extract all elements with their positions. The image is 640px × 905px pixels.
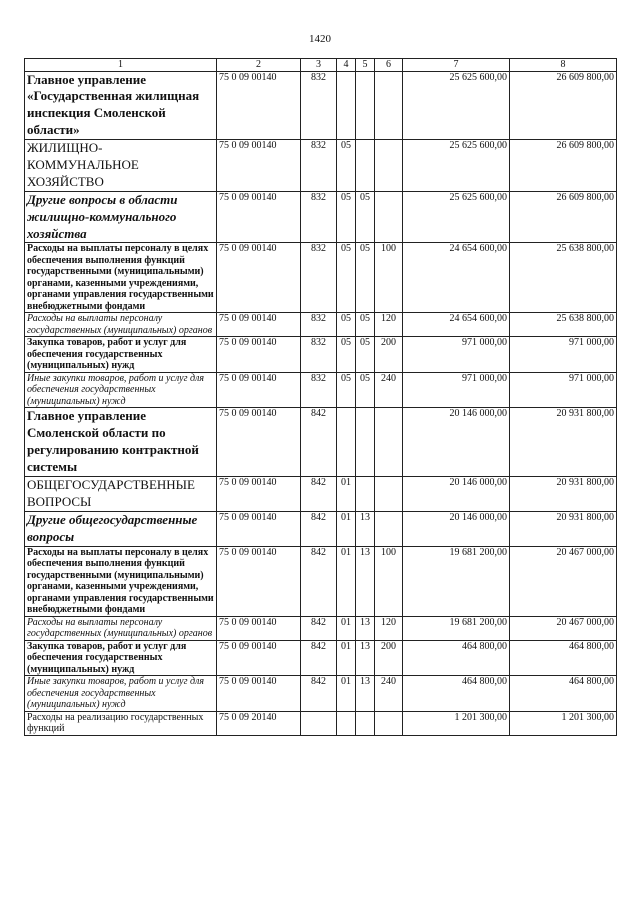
table-row (25, 476, 617, 511)
header-row (25, 59, 617, 72)
table-row (25, 71, 617, 140)
row-target-code: 75 0 09 00140 (217, 511, 301, 546)
row-target-code: 75 0 09 00140 (217, 476, 301, 511)
row-subsection: 05 (356, 337, 375, 373)
row-amount-year1: 19 681 200,00 (403, 616, 510, 640)
row-ministry-code: 842 (301, 476, 337, 511)
row-section: 05 (337, 313, 356, 337)
row-expense-type (375, 71, 403, 140)
row-expense-type: 100 (375, 243, 403, 313)
row-subsection: 13 (356, 511, 375, 546)
row-amount-year2: 26 609 800,00 (510, 71, 617, 140)
table-row (25, 676, 617, 712)
row-target-code: 75 0 09 00140 (217, 546, 301, 616)
table-row (25, 191, 617, 243)
row-subsection: 13 (356, 616, 375, 640)
row-name: Закупка товаров, работ и услуг для обеспечения государственных (муниципальных) нужд (25, 640, 217, 676)
row-expense-type (375, 408, 403, 477)
row-amount-year1: 971 000,00 (403, 337, 510, 373)
row-section: 05 (337, 372, 356, 408)
row-ministry-code (301, 711, 337, 735)
row-section: 01 (337, 476, 356, 511)
page-number: 1420 (309, 33, 331, 45)
row-amount-year1: 24 654 600,00 (403, 243, 510, 313)
row-ministry-code: 832 (301, 140, 337, 192)
row-target-code: 75 0 09 00140 (217, 372, 301, 408)
table-row (25, 616, 617, 640)
row-ministry-code: 832 (301, 337, 337, 373)
row-expense-type (375, 511, 403, 546)
row-amount-year2: 971 000,00 (510, 337, 617, 373)
row-name: Иные закупки товаров, работ и услуг для обеспечения государственных (муниципальных) нужд (25, 372, 217, 408)
row-section: 01 (337, 616, 356, 640)
row-section: 01 (337, 676, 356, 712)
header-col-1: 1 (25, 59, 217, 72)
row-section: 01 (337, 546, 356, 616)
row-expense-type: 200 (375, 640, 403, 676)
header-col-2: 2 (217, 59, 301, 72)
row-subsection: 05 (356, 243, 375, 313)
row-subsection: 13 (356, 546, 375, 616)
row-ministry-code: 832 (301, 243, 337, 313)
row-amount-year2: 464 800,00 (510, 640, 617, 676)
row-name: Главное управление Смоленской области по регулированию контрактной системы (25, 408, 217, 477)
row-subsection (356, 71, 375, 140)
row-name: Расходы на реализацию государственных функций (25, 711, 217, 735)
row-subsection (356, 711, 375, 735)
row-subsection (356, 408, 375, 477)
row-amount-year2: 971 000,00 (510, 372, 617, 408)
row-target-code: 75 0 09 00140 (217, 71, 301, 140)
row-amount-year2: 25 638 800,00 (510, 243, 617, 313)
row-section: 05 (337, 243, 356, 313)
row-section: 05 (337, 191, 356, 243)
row-section: 05 (337, 140, 356, 192)
row-amount-year2: 20 467 000,00 (510, 546, 617, 616)
row-expense-type: 240 (375, 372, 403, 408)
row-name: Другие общегосударственные вопросы (25, 511, 217, 546)
table-row (25, 408, 617, 477)
row-expense-type (375, 711, 403, 735)
row-name: Главное управление «Государственная жилищная инспекция Смоленской области» (25, 71, 217, 140)
row-section: 05 (337, 337, 356, 373)
row-amount-year1: 464 800,00 (403, 676, 510, 712)
row-subsection: 13 (356, 640, 375, 676)
row-amount-year2: 20 931 800,00 (510, 476, 617, 511)
row-amount-year2: 25 638 800,00 (510, 313, 617, 337)
row-amount-year1: 25 625 600,00 (403, 140, 510, 192)
row-ministry-code: 842 (301, 511, 337, 546)
row-ministry-code: 842 (301, 546, 337, 616)
row-section: 01 (337, 640, 356, 676)
row-target-code: 75 0 09 00140 (217, 676, 301, 712)
row-target-code: 75 0 09 00140 (217, 243, 301, 313)
row-ministry-code: 842 (301, 616, 337, 640)
row-amount-year2: 20 931 800,00 (510, 511, 617, 546)
row-amount-year1: 20 146 000,00 (403, 511, 510, 546)
table-row (25, 372, 617, 408)
row-expense-type (375, 191, 403, 243)
row-amount-year1: 25 625 600,00 (403, 191, 510, 243)
row-amount-year1: 971 000,00 (403, 372, 510, 408)
table-row (25, 313, 617, 337)
row-ministry-code: 842 (301, 408, 337, 477)
row-expense-type: 120 (375, 313, 403, 337)
table-row (25, 337, 617, 373)
row-target-code: 75 0 09 00140 (217, 313, 301, 337)
budget-table (24, 58, 617, 736)
row-section (337, 711, 356, 735)
row-expense-type: 240 (375, 676, 403, 712)
row-target-code: 75 0 09 20140 (217, 711, 301, 735)
table-body (25, 71, 617, 735)
row-amount-year1: 20 146 000,00 (403, 476, 510, 511)
row-ministry-code: 832 (301, 191, 337, 243)
row-amount-year2: 20 931 800,00 (510, 408, 617, 477)
table-header (25, 59, 617, 72)
row-name: ОБЩЕГОСУДАРСТВЕННЫЕ ВОПРОСЫ (25, 476, 217, 511)
row-subsection: 05 (356, 191, 375, 243)
row-expense-type: 100 (375, 546, 403, 616)
row-section (337, 408, 356, 477)
row-subsection: 05 (356, 372, 375, 408)
row-amount-year1: 464 800,00 (403, 640, 510, 676)
table-row (25, 546, 617, 616)
row-ministry-code: 842 (301, 676, 337, 712)
header-col-6: 6 (375, 59, 403, 72)
row-name: Расходы на выплаты персоналу в целях обеспечения выполнения функций государственными (муниципальными) органами, казенными учреждениями, органами управления государственными внебюджетными фондами (25, 243, 217, 313)
row-target-code: 75 0 09 00140 (217, 140, 301, 192)
row-expense-type: 120 (375, 616, 403, 640)
row-amount-year2: 26 609 800,00 (510, 191, 617, 243)
row-amount-year2: 1 201 300,00 (510, 711, 617, 735)
row-name: Иные закупки товаров, работ и услуг для обеспечения государственных (муниципальных) нужд (25, 676, 217, 712)
row-amount-year1: 19 681 200,00 (403, 546, 510, 616)
row-target-code: 75 0 09 00140 (217, 337, 301, 373)
row-name: ЖИЛИЩНО-КОММУНАЛЬНОЕ ХОЗЯЙСТВО (25, 140, 217, 192)
row-subsection (356, 476, 375, 511)
row-amount-year1: 20 146 000,00 (403, 408, 510, 477)
row-amount-year2: 26 609 800,00 (510, 140, 617, 192)
row-amount-year1: 24 654 600,00 (403, 313, 510, 337)
row-amount-year2: 20 467 000,00 (510, 616, 617, 640)
row-section (337, 71, 356, 140)
row-target-code: 75 0 09 00140 (217, 191, 301, 243)
row-expense-type: 200 (375, 337, 403, 373)
row-name: Расходы на выплаты персоналу государственных (муниципальных) органов (25, 313, 217, 337)
row-amount-year2: 464 800,00 (510, 676, 617, 712)
table-row (25, 243, 617, 313)
row-ministry-code: 832 (301, 71, 337, 140)
row-subsection: 13 (356, 676, 375, 712)
row-expense-type (375, 140, 403, 192)
header-col-7: 7 (403, 59, 510, 72)
row-name: Расходы на выплаты персоналу государственных (муниципальных) органов (25, 616, 217, 640)
table-row (25, 140, 617, 192)
row-amount-year1: 1 201 300,00 (403, 711, 510, 735)
row-subsection: 05 (356, 313, 375, 337)
header-col-8: 8 (510, 59, 617, 72)
row-section: 01 (337, 511, 356, 546)
row-expense-type (375, 476, 403, 511)
table-row (25, 711, 617, 735)
row-name: Закупка товаров, работ и услуг для обеспечения государственных (муниципальных) нужд (25, 337, 217, 373)
row-name: Другие вопросы в области жилищно-коммунального хозяйства (25, 191, 217, 243)
row-target-code: 75 0 09 00140 (217, 408, 301, 477)
table-row (25, 640, 617, 676)
row-ministry-code: 832 (301, 372, 337, 408)
header-col-3: 3 (301, 59, 337, 72)
header-col-5: 5 (356, 59, 375, 72)
header-col-4: 4 (337, 59, 356, 72)
row-name: Расходы на выплаты персоналу в целях обеспечения выполнения функций государственными (муниципальными) органами, казенными учреждениями, органами управления государственными внебюджетными фондами (25, 546, 217, 616)
row-target-code: 75 0 09 00140 (217, 616, 301, 640)
table-row (25, 511, 617, 546)
row-target-code: 75 0 09 00140 (217, 640, 301, 676)
row-amount-year1: 25 625 600,00 (403, 71, 510, 140)
row-ministry-code: 842 (301, 640, 337, 676)
row-subsection (356, 140, 375, 192)
row-ministry-code: 832 (301, 313, 337, 337)
